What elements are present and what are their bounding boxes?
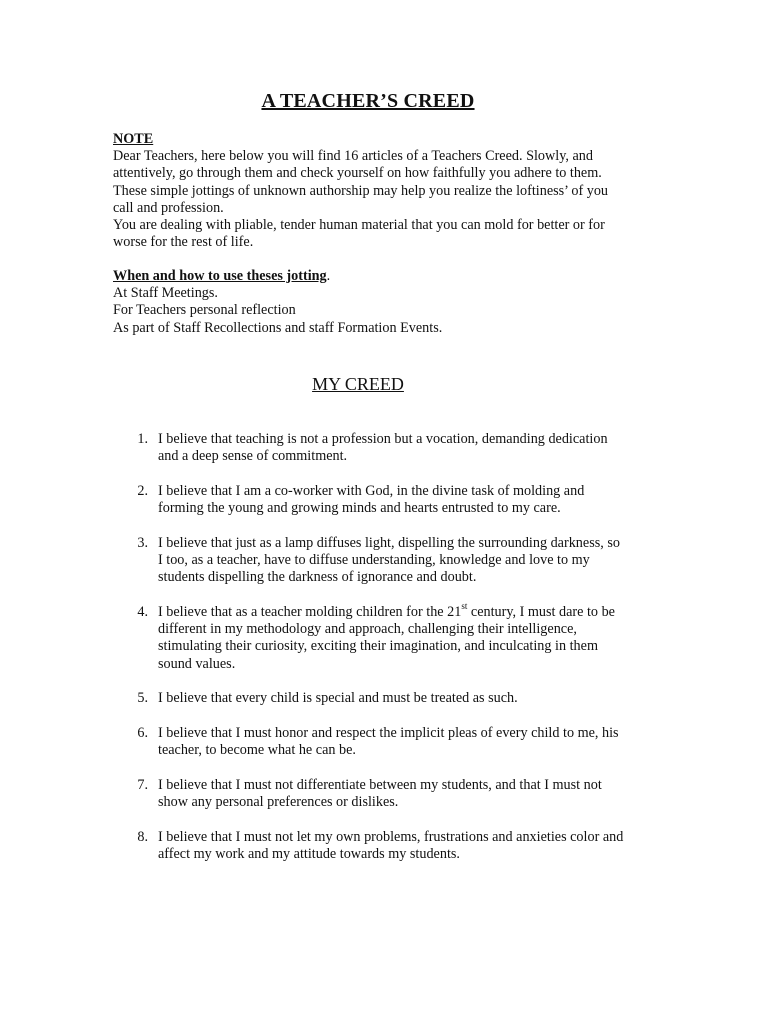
creed-line: and a deep sense of commitment. bbox=[158, 448, 348, 465]
page-title: A TEACHER’S CREED bbox=[261, 90, 475, 112]
creed-line-first bbox=[158, 601, 658, 621]
creed-item-text bbox=[158, 690, 658, 707]
note-line: worse for the rest of life. bbox=[113, 234, 254, 251]
usage-line: For Teachers personal reflection bbox=[113, 302, 296, 319]
creed-item-number: 2. bbox=[137, 483, 148, 499]
creed-line: different in my methodology and approach, challenging their intelligence, bbox=[158, 621, 577, 638]
creed-line-prefix: I believe that as a teacher molding children for the 21 bbox=[158, 604, 462, 620]
note-line: call and profession. bbox=[113, 199, 224, 216]
usage-line: At Staff Meetings. bbox=[113, 285, 218, 302]
creed-item-number: 6. bbox=[137, 725, 148, 741]
creed-item-text bbox=[158, 483, 658, 517]
creed-line: I believe that I must not let my own problems, frustrations and anxieties color and bbox=[158, 829, 624, 845]
creed-line: students dispelling the darkness of ignorance and doubt. bbox=[158, 569, 477, 586]
creed-item-text bbox=[158, 431, 658, 465]
creed-line: sound values. bbox=[158, 655, 236, 672]
creed-item-text bbox=[158, 725, 658, 759]
creed-line-suffix: century, I must dare to be bbox=[467, 604, 615, 620]
note-line: Dear Teachers, here below you will find 16 articles of a Teachers Creed. Slowly, and bbox=[113, 148, 593, 165]
note-line: These simple jottings of unknown authorship may help you realize the loftiness’ of you bbox=[113, 182, 609, 199]
creed-line: I believe that every child is special and must be treated as such. bbox=[158, 690, 518, 706]
note-line: attentively, go through them and check yourself on how faithfully you adhere to them. bbox=[113, 165, 602, 182]
creed-line: I believe that just as a lamp diffuses light, dispelling the surrounding darkness, so bbox=[158, 535, 620, 551]
creed-item-number: 1. bbox=[137, 431, 148, 447]
creed-subtitle: MY CREED bbox=[312, 374, 404, 394]
creed-item-text bbox=[158, 777, 658, 811]
usage-heading-line bbox=[113, 268, 653, 285]
creed-line: forming the young and growing minds and hearts entrusted to my care. bbox=[158, 500, 561, 517]
creed-line: teacher, to become what he can be. bbox=[158, 742, 356, 759]
creed-line: I too, as a teacher, have to diffuse understanding, knowledge and love to my bbox=[158, 552, 590, 569]
note-line: You are dealing with pliable, tender human material that you can mold for better or for bbox=[113, 217, 605, 234]
creed-item-text bbox=[158, 829, 658, 863]
creed-item-number: 7. bbox=[137, 777, 148, 793]
creed-line: I believe that I must honor and respect the implicit pleas of every child to me, his bbox=[158, 725, 619, 741]
note-heading: NOTE bbox=[113, 131, 154, 147]
usage-heading: When and how to use theses jotting bbox=[113, 268, 327, 284]
creed-line: affect my work and my attitude towards my students. bbox=[158, 846, 460, 863]
creed-line: I believe that teaching is not a profession but a vocation, demanding dedication bbox=[158, 431, 608, 447]
note-section bbox=[113, 131, 653, 251]
ordinal-superscript: st bbox=[461, 601, 468, 612]
creed-item-text bbox=[158, 535, 658, 587]
creed-item-number: 4. bbox=[137, 604, 148, 620]
creed-line: I believe that I am a co-worker with God, in the divine task of molding and bbox=[158, 483, 585, 499]
creed-line: show any personal preferences or dislikes. bbox=[158, 794, 399, 811]
creed-item-number: 8. bbox=[137, 829, 148, 845]
usage-heading-suffix: . bbox=[326, 268, 331, 284]
creed-line: I believe that I must not differentiate between my students, and that I must not bbox=[158, 777, 602, 793]
creed-line: stimulating their curiosity, exciting their imagination, and inculcating in them bbox=[158, 638, 598, 655]
creed-item-text bbox=[158, 601, 658, 673]
usage-line: As part of Staff Recollections and staff Formation Events. bbox=[113, 319, 443, 336]
creed-item-number: 5. bbox=[137, 690, 148, 706]
usage-section bbox=[113, 268, 653, 337]
creed-item-number: 3. bbox=[137, 535, 148, 551]
